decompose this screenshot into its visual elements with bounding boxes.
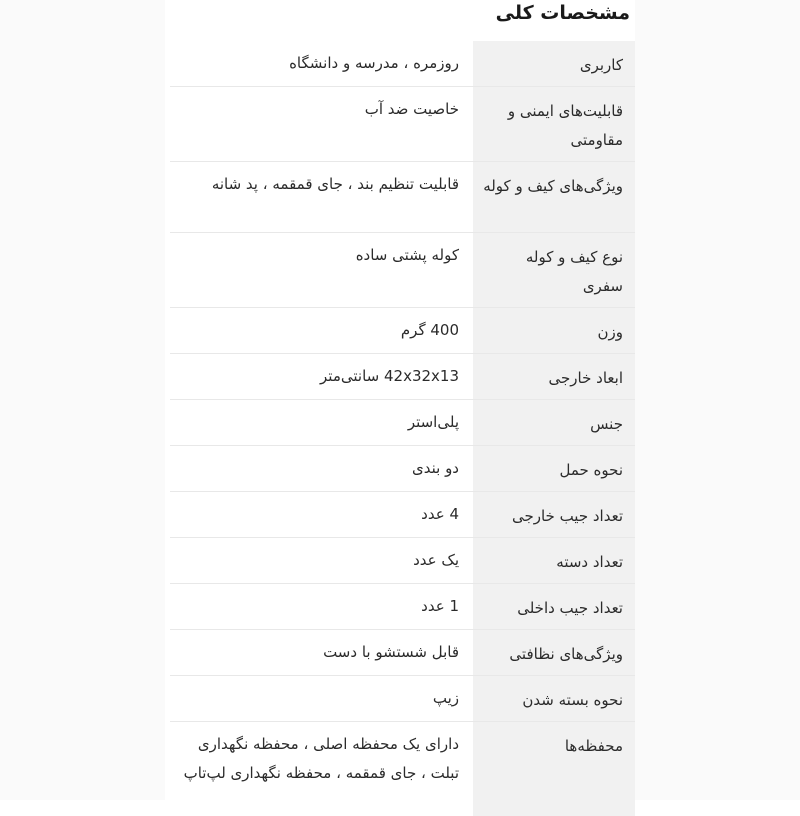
spec-value: دارای یک محفظه اصلی ، محفظه نگهداری تبلت ، جای قمقمه ، محفظه نگهداری لپ‌تاپ <box>183 735 459 782</box>
specifications-section <box>165 0 635 800</box>
spec-value: 400 گرم <box>400 321 459 339</box>
spec-row <box>170 538 635 584</box>
spec-row <box>170 630 635 676</box>
spec-row <box>170 400 635 446</box>
spec-value: قابلیت تنظیم بند ، جای قمقمه ، پد شانه <box>211 175 459 193</box>
spec-row <box>170 233 635 308</box>
spec-row <box>170 446 635 492</box>
spec-label: نوع کیف و کوله سفری <box>473 233 635 308</box>
spec-label: ابعاد خارجی <box>473 354 635 400</box>
spec-value: دو بندی <box>411 459 459 477</box>
spec-label: تعداد جیب خارجی <box>473 492 635 538</box>
spec-row <box>170 162 635 233</box>
spec-value: پلی‌استر <box>407 413 459 431</box>
spec-value: کوله پشتی ساده <box>355 246 459 264</box>
spec-value: قابل شستشو با دست <box>323 643 459 661</box>
spec-value: روزمره ، مدرسه و دانشگاه <box>289 54 459 72</box>
spec-value: خاصیت ضد آب <box>364 100 459 118</box>
spec-row <box>170 87 635 162</box>
spec-value: یک عدد <box>413 551 459 569</box>
spec-row <box>170 308 635 354</box>
spec-label: کاربری <box>473 41 635 87</box>
spec-row <box>170 492 635 538</box>
spec-label: وزن <box>473 308 635 354</box>
spec-label: نحوه حمل <box>473 446 635 492</box>
spec-label: ویژگی‌های نظافتی <box>473 630 635 676</box>
spec-value: 42x32x13 سانتی‌متر <box>320 367 459 385</box>
spec-row <box>170 584 635 630</box>
spec-label: محفظه‌ها <box>473 722 635 816</box>
spec-label: تعداد جیب داخلی <box>473 584 635 630</box>
section-title: مشخصات کلی <box>495 2 630 24</box>
spec-table <box>170 41 635 816</box>
right-gutter <box>635 0 800 800</box>
spec-row <box>170 676 635 722</box>
spec-value: 1 عدد <box>421 597 459 615</box>
spec-row <box>170 722 635 816</box>
spec-label: نحوه بسته شدن <box>473 676 635 722</box>
spec-value: زیپ <box>432 689 459 707</box>
spec-label: قابلیت‌های ایمنی و مقاومتی <box>473 87 635 162</box>
left-gutter <box>0 0 165 800</box>
spec-row <box>170 41 635 87</box>
spec-row <box>170 354 635 400</box>
spec-value: 4 عدد <box>421 505 459 523</box>
spec-label: تعداد دسته <box>473 538 635 584</box>
spec-label: جنس <box>473 400 635 446</box>
spec-label: ویژگی‌های کیف و کوله <box>473 162 635 233</box>
